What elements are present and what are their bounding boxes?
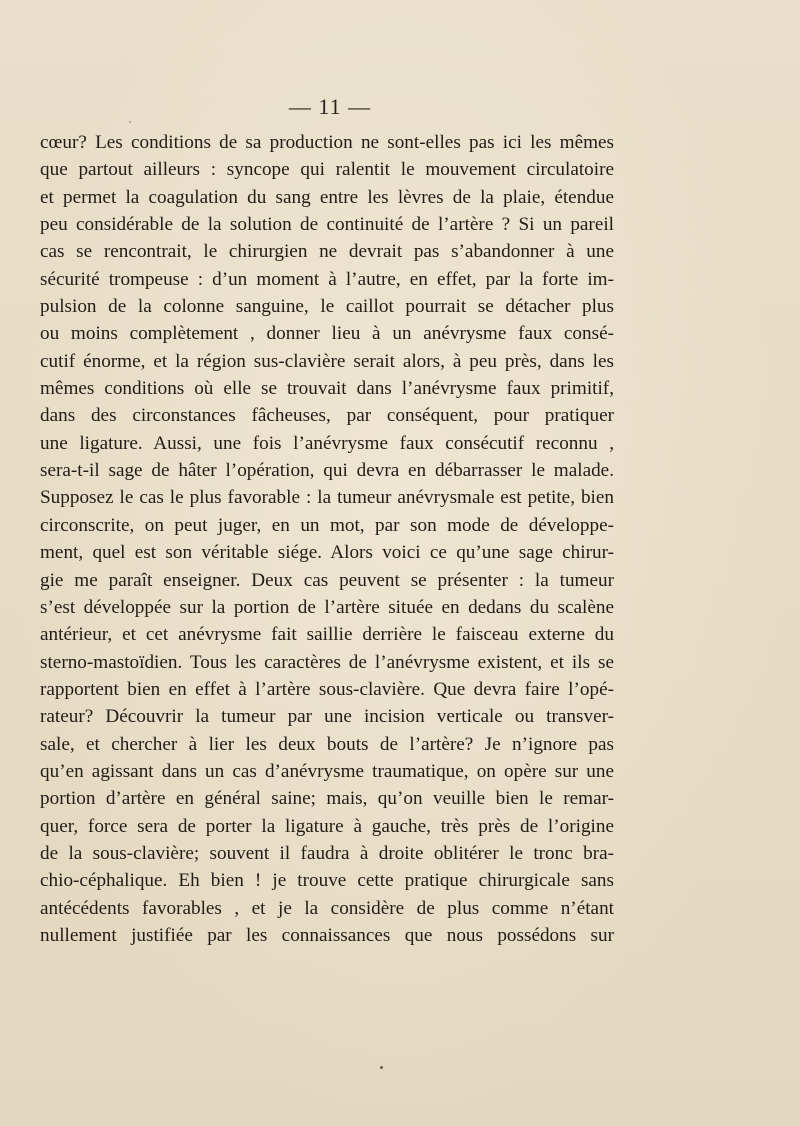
text-line: cutif énorme, et la région sus-clavière serait alors, à peu près, dans les bbox=[40, 350, 614, 372]
page-number: — 11 — bbox=[288, 94, 372, 119]
body-text bbox=[40, 129, 614, 949]
text-line: gie me paraît enseigner. Deux cas peuvent se présenter : la tumeur bbox=[40, 569, 614, 591]
text-line: de la sous-clavière; souvent il faudra à droite oblitérer le tronc bra- bbox=[40, 842, 614, 864]
text-line: pulsion de la colonne sanguine, le caillot pourrait se détacher plus bbox=[40, 296, 614, 318]
text-line: antérieur, et cet anévrysme fait saillie derrière le faisceau externe du bbox=[40, 624, 614, 646]
text-line: ou moins complètement , donner lieu à un anévrysme faux consé- bbox=[40, 323, 614, 345]
text-line: sécurité trompeuse : d’un moment à l’autre, en effet, par la forte im- bbox=[40, 268, 614, 290]
text-line: rateur? Découvrir la tumeur par une incision verticale ou transver- bbox=[40, 706, 614, 728]
ink-speck bbox=[129, 121, 131, 123]
text-line: mêmes conditions où elle se trouvait dans l’anévrysme faux primitif, bbox=[40, 378, 614, 400]
ink-speck bbox=[380, 1066, 383, 1069]
text-line: ment, quel est son véritable siége. Alors voici ce qu’une sage chirur- bbox=[40, 542, 614, 564]
text-line: dans des circonstances fâcheuses, par conséquent, pour pratiquer bbox=[40, 405, 614, 427]
text-line: sterno-mastoïdien. Tous les caractères de l’anévrysme existent, et ils se bbox=[40, 651, 614, 673]
text-line: circonscrite, on peut juger, en un mot, par son mode de développe- bbox=[40, 514, 614, 536]
text-line: portion d’artère en général saine; mais, qu’on veuille bien le remar- bbox=[40, 788, 614, 810]
text-line: Supposez le cas le plus favorable : la tumeur anévrysmale est petite, bien bbox=[40, 487, 614, 509]
text-line: que partout ailleurs : syncope qui ralentit le mouvement circulatoire bbox=[40, 159, 614, 181]
text-line: qu’en agissant dans un cas d’anévrysme traumatique, on opère sur une bbox=[40, 760, 614, 782]
text-line: nullement justifiée par les connaissances que nous possédons sur bbox=[40, 924, 614, 946]
text-line: cœur? Les conditions de sa production ne sont-elles pas ici les mêmes bbox=[40, 132, 614, 153]
text-line: chio-céphalique. Eh bien ! je trouve cette pratique chirurgicale sans bbox=[40, 870, 614, 892]
text-line: s’est développée sur la portion de l’artère située en dedans du scalène bbox=[40, 596, 614, 618]
text-line: cas se rencontrait, le chirurgien ne devrait pas s’abandonner à une bbox=[40, 241, 614, 263]
text-line: sale, et chercher à lier les deux bouts de l’artère? Je n’ignore pas bbox=[40, 733, 614, 755]
text-line: une ligature. Aussi, une fois l’anévrysme faux consécutif reconnu , bbox=[40, 432, 614, 454]
text-line: rapportent bien en effet à l’artère sous-clavière. Que devra faire l’opé- bbox=[40, 678, 614, 700]
text-line: antécédents favorables , et je la considère de plus comme n’étant bbox=[40, 897, 614, 919]
text-line: sera-t-il sage de hâter l’opération, qui devra en débarrasser le malade. bbox=[40, 460, 614, 482]
text-line: quer, force sera de porter la ligature à gauche, très près de l’origine bbox=[40, 815, 614, 837]
text-line: et permet la coagulation du sang entre les lèvres de la plaie, étendue bbox=[40, 186, 614, 208]
text-line: peu considérable de la solution de continuité de l’artère ? Si un pareil bbox=[40, 214, 614, 236]
